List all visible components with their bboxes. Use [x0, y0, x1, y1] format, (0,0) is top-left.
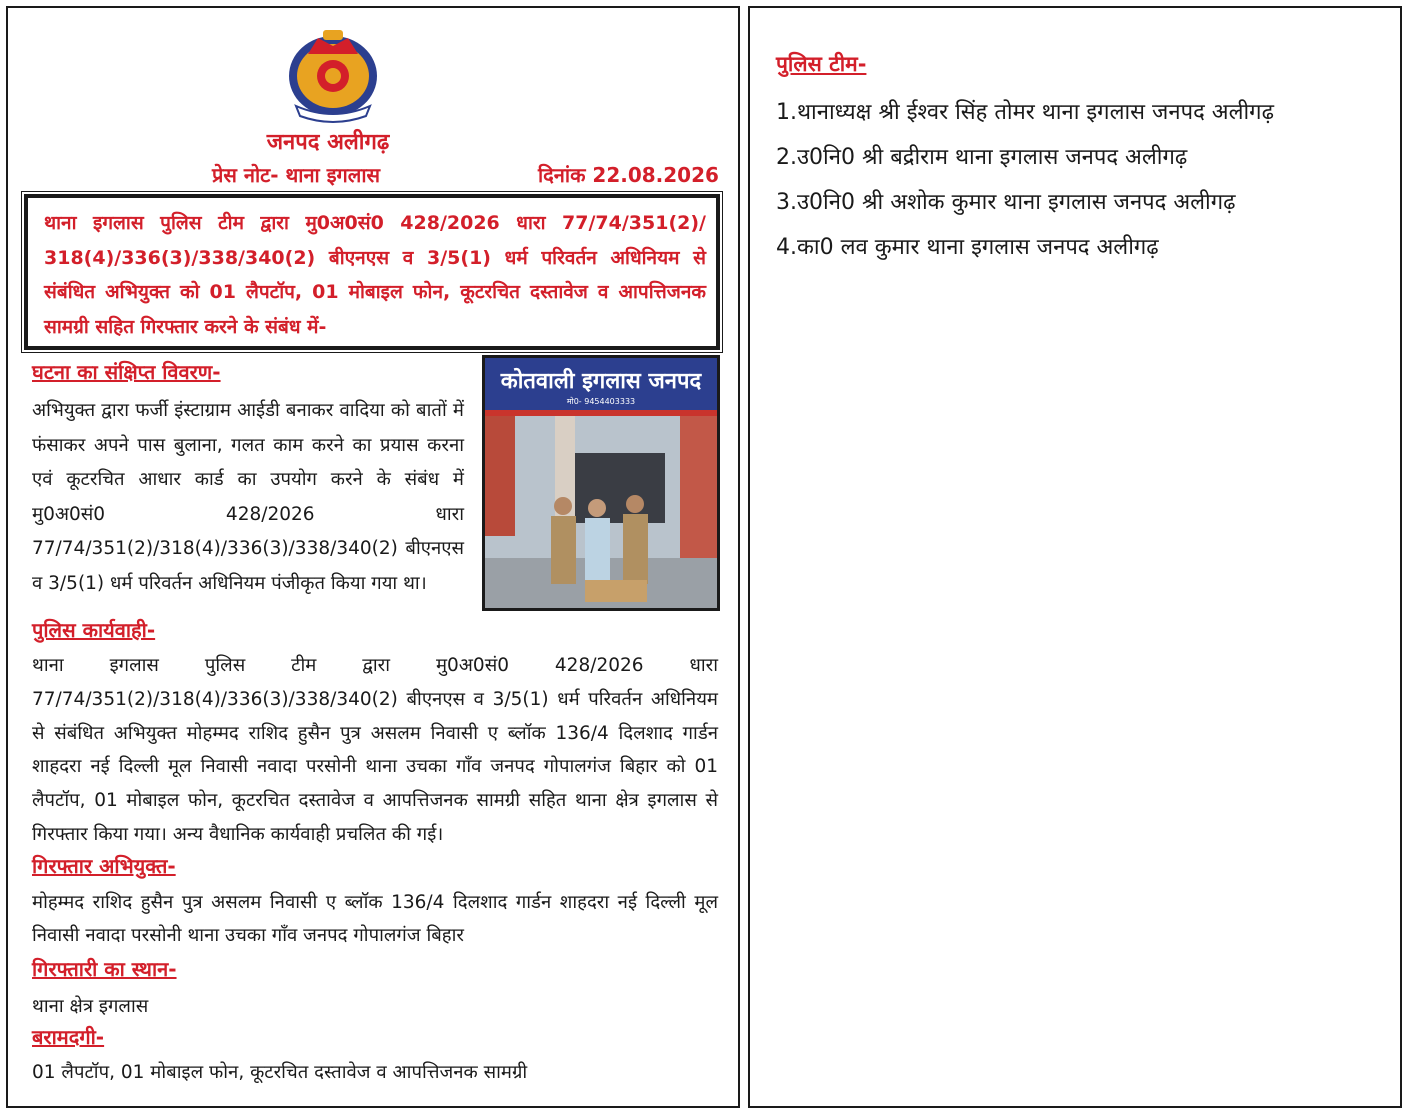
press-note-left-panel — [6, 6, 740, 1108]
arrest-place-text: थाना क्षेत्र इगलास — [32, 996, 149, 1017]
incident-heading: घटना का संक्षिप्त विवरण- — [32, 360, 221, 384]
recovery-heading: बरामदगी- — [32, 1025, 105, 1049]
arrest-photo — [482, 355, 720, 611]
arrest-place-heading: गिरफ्तारी का स्थान- — [32, 957, 177, 981]
arrested-text: मोहम्मद राशिद हुसैन पुत्र असलम निवासी ए ब्लॉक 136/4 दिलशाद गार्डन शाहदरा नई दिल्ली मूल निवासी नवादा परसोनी थाना उचका गाँव जनपद गोपालगंज बिहार — [32, 892, 718, 946]
police-team-member: 2.उ0नि0 श्री बद्रीराम थाना इगलास जनपद अलीगढ़ — [776, 145, 1188, 170]
arrested-heading: गिरफ्तार अभियुक्त- — [32, 854, 176, 878]
police-action-text: थाना इगलास पुलिस टीम द्वारा मु0अ0सं0 428/2026 धारा 77/74/351(2)/318(4)/336(3)/338/340(2) बीएनएस व 3/5(1) धर्म परिवर्तन अधिनियम से संबंधित अभियुक्त मोहम्मद राशिद हुसैन पुत्र असलम निवासी ए ब्लॉक 136/4 दिलशाद गार्डन शाहदरा नई दिल्ली मूल निवासी नवादा परसोनी थाना उचका गाँव जनपद गोपालगंज बिहार को 01 लैपटॉप, 01 मोबाइल फोन, कूटरचित दस्तावेज व आपत्तिजनक सामग्री सहित थाना क्षेत्र इगलास से गिरफ्तार किया गया। अन्य वैधानिक कार्यवाही प्रचलित की गई। — [32, 655, 718, 845]
photo-sign-number: मो0- 9454403333 — [566, 397, 636, 406]
press-note-date: दिनांक 22.08.2026 — [538, 163, 719, 187]
incident-text: अभियुक्त द्वारा फर्जी इंस्टाग्राम आईडी बनाकर वादिया को बातों में फंसाकर अपने पास बुलाना, गलत काम करने का प्रयास करना एवं कूटरचित आधार कार्ड का उपयोग करने के संबंध में मु0अ0सं0 428/2026 धारा 77/74/351(2)/318(4)/336(3)/338/340(2) बीएनएस व 3/5(1) धर्म परिवर्तन अधिनियम पंजीकृत किया गया था। — [32, 400, 464, 594]
press-note-title: प्रेस नोट- थाना इगलास — [212, 163, 381, 187]
police-team-panel — [748, 6, 1402, 1108]
headline-box: थाना इगलास पुलिस टीम द्वारा मु0अ0सं0 428/2026 धारा 77/74/351(2)/ 318(4)/336(3)/338/340(2) बीएनएस व 3/5(1) धर्म परिवर्तन अधिनियम से संबंधित अभियुक्त को 01 लैपटॉप, 01 मोबाइल फोन, कूटरचित दस्तावेज व आपत्तिजनक सामग्री सहित गिरफ्तार करने के संबंध में- — [24, 194, 720, 350]
police-team-list — [776, 90, 1274, 270]
recovery-text: 01 लैपटॉप, 01 मोबाइल फोन, कूटरचित दस्तावेज व आपत्तिजनक सामग्री — [32, 1062, 528, 1083]
police-team-member: 1.थानाध्यक्ष श्री ईश्वर सिंह तोमर थाना इगलास जनपद अलीगढ़ — [776, 100, 1274, 125]
police-action-heading: पुलिस कार्यवाही- — [32, 618, 156, 642]
district-title: जनपद अलीगढ़ — [266, 130, 390, 155]
police-team-member: 3.उ0नि0 श्री अशोक कुमार थाना इगलास जनपद अलीगढ़ — [776, 190, 1236, 215]
photo-building-sign: कोतवाली इगलास जनपद — [500, 369, 702, 394]
police-team-heading: पुलिस टीम- — [776, 52, 867, 76]
police-team-member: 4.का0 लव कुमार थाना इगलास जनपद अलीगढ़ — [776, 235, 1159, 260]
up-police-emblem-icon — [278, 24, 388, 124]
